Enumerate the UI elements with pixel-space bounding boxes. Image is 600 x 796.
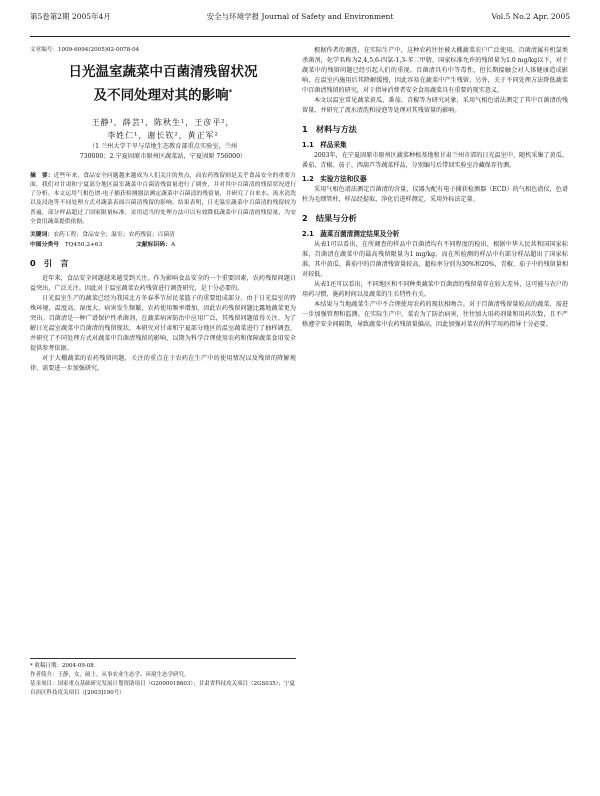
classification-line xyxy=(30,240,296,250)
footnote-author-bio: 作者简介：王静，女，硕士，从事农业生态学、环境生态学研究。 xyxy=(30,672,190,678)
section-2-1-paragraph-2: 从表1还可以看出，不同地区和不同种类蔬菜中百菌清的残留量存在较大差异，这可能与农户的用药习惯、施药时间以及蔬菜的生长特性有关。 xyxy=(302,281,568,298)
header-volume-en: Vol.5 No.2 Apr. 2005 xyxy=(491,12,570,21)
right-column xyxy=(302,46,568,330)
clc-value: TQ450.2+63 xyxy=(64,242,103,249)
section-2-1-heading: 2.1 蔬菜百菌清测定结果及分析 xyxy=(302,230,400,238)
intro-continued-paragraph-2: 本文以温室常见蔬菜黄瓜、番茄、青椒等为研究对象，采用气相色谱法测定了其中百菌清的残留量，并研究了流水清洗和浸泡等处理对其残留量的影响。 xyxy=(302,97,568,114)
affiliation-line-2: 730000；2 宁夏固原市原州区蔬菜站，宁夏固原 756000） xyxy=(79,152,247,160)
abstract xyxy=(30,172,296,228)
title-footnote-mark: * xyxy=(228,88,233,96)
header-volume-cn: 第5卷第2期 2005年4月 xyxy=(30,12,111,21)
title-line-1: 日光温室蔬菜中百菌清残留状况 xyxy=(68,64,258,80)
section-0-paragraph-3: 对于大棚蔬菜的农药残留问题，关注的重点在于农药在生产中的使用情况以及残留的降解规律，需要进一步加强研究。 xyxy=(30,355,296,373)
section-0-paragraph-2: 日光温室生产的蔬菜已经为我国北方冬春季节居民菜篮子的重要组成部分。由于日光温室的特殊环境，温度高、湿度大，病害发生频繁，农药使用频率增加，因此农药残留问题比露地蔬菜更为突出。百菌清是一种广谱保护性杀菌剂，在蔬菜病害防治中应用广泛，其残留问题值得关注。为了解日光温室蔬菜中百菌清的残留现状，本研究对甘肃和宁夏部分地区的温室蔬菜进行了抽样调查，并研究了不同处理方式对蔬菜中百菌清残留的影响，以期为科学合理使用农药和保障蔬菜食用安全提供参考依据。 xyxy=(30,295,296,353)
abstract-text: 近些年来，食品安全问题越来越成为人们关注的焦点，而农药残留则是关乎食品安全的重要方面，我们对甘肃和宁夏部分地区温室蔬菜中百菌清残留量进行了调查，并对其中百菌清的残留状况进行了分析。本文运用气相色谱-电子捕获检测器法测定蔬菜中百菌清的残留量，并研究了自来水、流水清洗以及浸泡等不同处理方式对蔬菜表面百菌清残留的影响。结果表明，日光温室蔬菜中百菌清的残留较为普遍，部分样品超过了国家限量标准，采用适当的处理方法可以有效降低蔬菜中百菌清的残留量，为安全食用蔬菜提供依据。 xyxy=(30,172,296,225)
affiliation xyxy=(30,142,296,162)
footnote-fund: 基金项目：国家重点基础研究发展计划资助项目（G2000018603）；甘肃省科技攻关项目（2GS035）；宁夏自治区科技攻关项目（[2003]190号） xyxy=(30,681,296,696)
authors-line-1: 王静¹，薛芸¹，陈秋生¹，王彦平²， xyxy=(91,117,235,127)
article-doc-id: 文章编号：1009-6094(2005)02-0078-04 xyxy=(30,47,140,53)
section-2-1-paragraph-3: 本结果与当地蔬菜生产中不合理使用农药的现状相吻合。对于百菌清残留量较高的蔬菜，需进一步加强管理和监测。在实际生产中，菜农为了防治病害，往往加大用药剂量和用药次数，且不严格遵守安全间隔期，导致蔬菜中农药残留量偏高，因此加强对菜农的科学用药指导十分必要。 xyxy=(302,301,568,328)
header-journal-name: 安全与环境学报 Journal of Safety and Environment xyxy=(206,12,394,21)
authors-line-2: 李姓仁¹，谢长钦²，黄正军² xyxy=(107,130,219,140)
running-header xyxy=(30,10,570,37)
doc-code-label: 文献标识码： xyxy=(136,242,171,249)
section-0-paragraph-1: 近年来，食品安全问题越来越受到关注。作为影响食品安全的一个重要因素，农药残留问题日益突出，广泛关注。因此对于温室蔬菜农药残留进行调查研究，是十分必要的。 xyxy=(30,275,296,293)
section-1-heading: 1 材料与方法 xyxy=(302,124,357,134)
clc xyxy=(30,242,118,248)
keywords-text: 农药工程；食品安全；温室；农药残留；百菌清 xyxy=(53,232,175,239)
title-line-2-text: 及不同处理对其的影响 xyxy=(93,87,229,104)
section-1-1-heading: 1.1 样品采集 xyxy=(302,141,347,149)
doc-code xyxy=(136,242,191,248)
keywords xyxy=(30,230,296,240)
footnote xyxy=(30,658,296,698)
left-column xyxy=(30,46,296,374)
section-1-1-paragraph: 2003年，在宁夏固原市原州区蔬菜种植基地和甘肃兰州市郊的日光温室中，随机采集了黄瓜、番茄、青椒、茄子、西葫芦等蔬菜样品，分别编号后带回实验室冷藏保存待测。 xyxy=(302,152,568,169)
title-line-2 xyxy=(30,82,296,106)
author-list xyxy=(30,116,296,142)
section-2-1-paragraph-1: 从表1可以看出，在所调查的样品中百菌清均有不同程度的检出，根据中华人民共和国国家标准，百菌清在蔬菜中的最高残留限量为1 mg/kg，而在所检测的样品中有部分样品超出了国家标准。其中黄瓜、番茄中的百菌清残留量较高，超标率分别为30%和20%，青椒、茄子中的残留量相对较低。 xyxy=(302,241,568,278)
clc-label: 中图分类号 xyxy=(30,242,59,249)
doc-code-value: A xyxy=(170,242,176,249)
keywords-label: 关键词： xyxy=(30,232,54,239)
section-2-heading: 2 结果与分析 xyxy=(302,213,357,223)
affiliation-line-1: （1 兰州大学干旱与草地生态教育部重点实验室，兰州 xyxy=(88,142,238,150)
footnote-received: * 收稿日期：2004-09-08 xyxy=(30,663,94,669)
article-title xyxy=(30,62,296,106)
section-1-2-paragraph: 采用气相色谱法测定百菌清的含量，仪器为配有电子捕获检测器（ECD）的气相色谱仪，色谱柱为毛细管柱，样品经提取、净化后进样测定，采用外标法定量。 xyxy=(302,186,568,203)
intro-continued-paragraph-1: 根据作者的调查，在实际生产中，这种农药往往被大棚蔬菜农户广泛使用。百菌清属有机氯类杀菌剂，化学名称为2,4,5,6-四氯-1,3-苯二甲腈，国家标准允许的残留量为1.0 mg/kg以下，对于蔬菜中的残留问题已经引起人们的重视。百菌清具有中等毒性，但长期接触会对人体健康造成影响，在温室内施用后其降解缓慢，因此容易在蔬菜中产生残留。另外，关于不同处理方法降低蔬菜中百菌清残留的研究，对于指导消费者安全食用蔬菜具有重要的现实意义。 xyxy=(302,47,568,94)
section-1-2-heading: 1.2 实验方法和仪器 xyxy=(302,175,367,183)
section-0-heading: 0 引 言 xyxy=(30,258,69,269)
abstract-label: 摘 要： xyxy=(30,172,54,179)
